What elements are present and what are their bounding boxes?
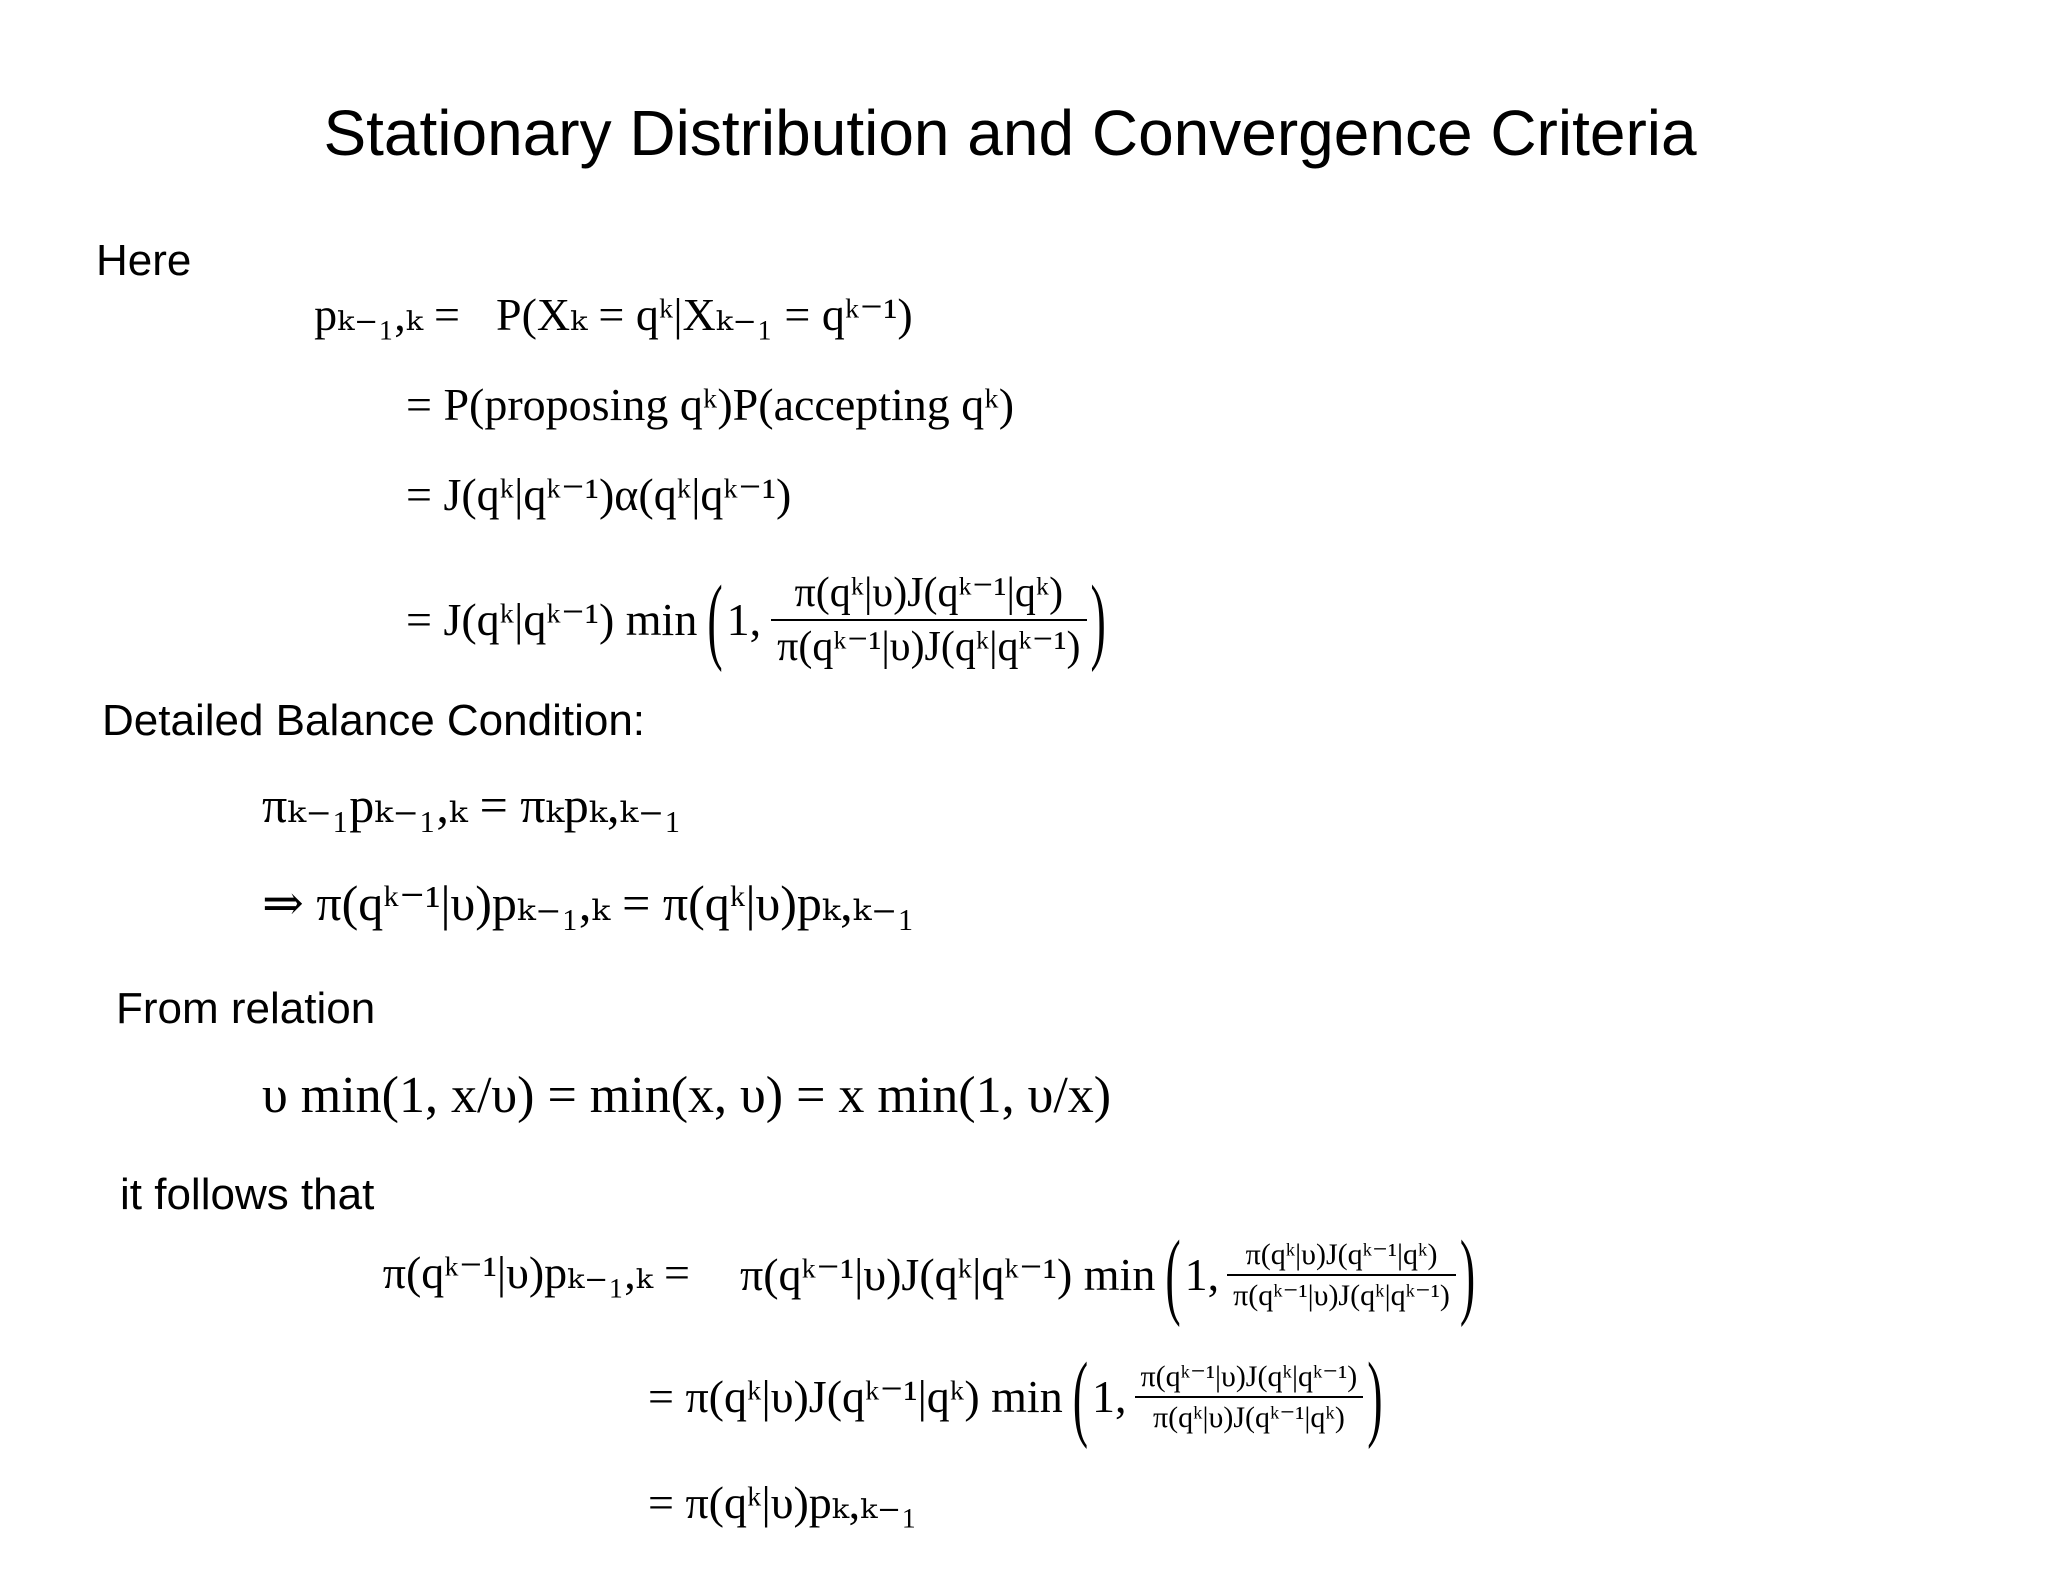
follows-row-1 bbox=[740, 1220, 1475, 1330]
transition-prob-lhs: pₖ₋₁,ₖ = bbox=[314, 289, 460, 340]
eq4-prefix: = J(qᵏ|qᵏ⁻¹) min bbox=[406, 594, 698, 645]
r2-one: 1, bbox=[1092, 1371, 1127, 1422]
r1-fraction bbox=[1227, 1238, 1456, 1312]
eq4-fraction bbox=[771, 570, 1086, 670]
left-paren: ( bbox=[1072, 1342, 1089, 1450]
eq4-denominator: π(qᵏ⁻¹|υ)J(qᵏ|qᵏ⁻¹) bbox=[777, 624, 1081, 670]
label-from-relation: From relation bbox=[116, 984, 376, 1033]
label-detailed-balance: Detailed Balance Condition: bbox=[102, 696, 646, 745]
left-paren: ( bbox=[1165, 1220, 1181, 1328]
r1-numerator: π(qᵏ|υ)J(qᵏ⁻¹|qᵏ) bbox=[1227, 1238, 1456, 1276]
slide-title: Stationary Distribution and Convergence Criteria bbox=[323, 97, 1697, 169]
eq-line-2: = P(proposing qᵏ)P(accepting qᵏ) bbox=[406, 379, 1015, 430]
right-paren: ) bbox=[1090, 565, 1106, 673]
right-paren: ) bbox=[1367, 1342, 1383, 1450]
follows-lhs: π(qᵏ⁻¹|υ)pₖ₋₁,ₖ = bbox=[382, 1247, 690, 1298]
r1-one: 1, bbox=[1184, 1249, 1220, 1300]
r2-numerator: π(qᵏ⁻¹|υ)J(qᵏ|qᵏ⁻¹) bbox=[1135, 1360, 1364, 1398]
r1-prefix: π(qᵏ⁻¹|υ)J(qᵏ|qᵏ⁻¹) min bbox=[740, 1249, 1156, 1300]
relation-line: υ min(1, x/υ) = min(x, υ) = x min(1, υ/x) bbox=[262, 1067, 1112, 1124]
follows-row-3: = π(qᵏ|υ)pₖ,ₖ₋₁ bbox=[648, 1477, 918, 1528]
label-here: Here bbox=[96, 236, 192, 285]
eq4-numerator: π(qᵏ|υ)J(qᵏ⁻¹|qᵏ) bbox=[771, 570, 1086, 621]
eq4-one: 1, bbox=[726, 594, 762, 645]
left-paren: ( bbox=[707, 565, 723, 673]
follows-row-2 bbox=[648, 1342, 1383, 1452]
eq-line-1: P(Xₖ = qᵏ|Xₖ₋₁ = qᵏ⁻¹) bbox=[496, 289, 913, 340]
eq-line-3: = J(qᵏ|qᵏ⁻¹)α(qᵏ|qᵏ⁻¹) bbox=[406, 469, 792, 520]
right-paren: ) bbox=[1459, 1220, 1476, 1328]
label-it-follows: it follows that bbox=[120, 1170, 375, 1219]
balance-line-1: πₖ₋₁pₖ₋₁,ₖ = πₖpₖ,ₖ₋₁ bbox=[262, 777, 682, 833]
r1-denominator: π(qᵏ⁻¹|υ)J(qᵏ|qᵏ⁻¹) bbox=[1233, 1279, 1450, 1312]
r2-fraction bbox=[1135, 1360, 1364, 1434]
balance-line-2: ⇒ π(qᵏ⁻¹|υ)pₖ₋₁,ₖ = π(qᵏ|υ)pₖ,ₖ₋₁ bbox=[262, 875, 915, 931]
eq-line-4 bbox=[406, 560, 1106, 680]
r2-prefix: = π(qᵏ|υ)J(qᵏ⁻¹|qᵏ) min bbox=[648, 1371, 1063, 1422]
r2-denominator: π(qᵏ|υ)J(qᵏ⁻¹|qᵏ) bbox=[1152, 1401, 1345, 1434]
